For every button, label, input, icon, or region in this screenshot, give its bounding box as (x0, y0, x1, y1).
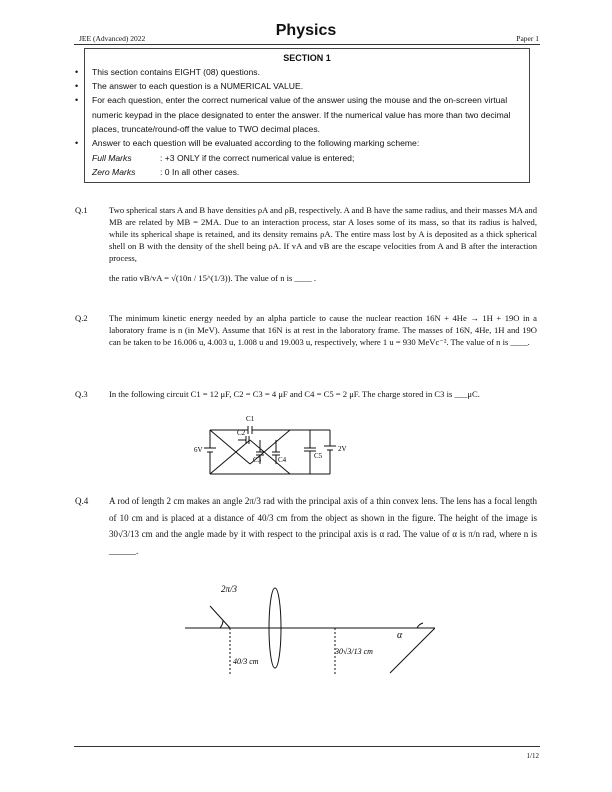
question-number: Q.1 (75, 205, 88, 215)
instruction-text: Answer to each question will be evaluated according to the following marking scheme: (92, 138, 420, 149)
label-c4: C4 (278, 456, 287, 464)
label-c5: C5 (314, 452, 323, 460)
label-c2: C2 (237, 429, 246, 437)
full-marks-label: Full Marks (92, 153, 132, 163)
paper-label: Paper 1 (516, 34, 539, 43)
question-number: Q.3 (75, 389, 88, 399)
label-c3: C3 (253, 456, 262, 464)
question-4 (75, 493, 537, 565)
instruction-text: For each question, enter the correct numerical value of the answer using the mouse and the on-screen virtual numeric keypad in the place designated to enter the answer. If the numerical value has more than two decimal places, truncate/round-off the value to TWO decimal places. (92, 95, 511, 134)
full-marks-value: : +3 ONLY if the correct numerical value is entered; (160, 153, 355, 163)
question-text: The minimum kinetic energy needed by an alpha particle to cause the nuclear reaction 16N + 4He → 1H + 19O in a laboratory frame is n (in MeV). Assume that 16N is at rest in the laboratory frame. The masses of 16N, 4He, 1H and 19O can be taken to be 16.006 u, 4.003 u, 1.008 u and 19.003 u, respectively, where 1 u = 930 MeVc⁻². The value of n is ____. (109, 313, 537, 347)
label-2v: 2V (338, 445, 347, 453)
label-c1: C1 (246, 415, 255, 423)
question-number: Q.4 (75, 496, 89, 506)
label-6v: 6V (194, 446, 203, 454)
instructions-list (75, 65, 522, 150)
instruction-item: • This section contains EIGHT (08) questions. (75, 67, 260, 77)
footer-divider (74, 746, 540, 747)
question-text: Two spherical stars A and B have densities ρA and ρB, respectively. A and B have the same radius, and their masses MA and MB are related by MB = 2MA. Due to an interaction process, star A loses some of its mass, so that its radius is halved, while its spherical shape is retained, and its density remains ρA. The entire mass lost by A is deposited as a thick spherical shell on B with the density of the shell being ρA. If vA and vB are the escape velocities from A and B after the interaction process, (109, 205, 537, 263)
instruction-text: The answer to each question is a NUMERICAL VALUE. (92, 81, 304, 92)
instruction-item: • The answer to each question is a NUMERICAL VALUE. (75, 81, 304, 92)
exam-name: JEE (Advanced) 2022 (79, 34, 146, 43)
zero-marks-value: : 0 In all other cases. (160, 167, 240, 177)
question-number: Q.2 (75, 313, 88, 323)
image-height: 30√3/13 cm (335, 647, 373, 656)
object-distance: 40/3 cm (233, 657, 259, 666)
instruction-text: This section contains EIGHT (08) questions. (92, 67, 260, 77)
instruction-item: • Answer to each question will be evaluated according to the following marking scheme: (75, 138, 420, 149)
header-divider (74, 44, 540, 45)
question-1 (75, 204, 537, 296)
section-title: SECTION 1 (283, 53, 331, 63)
question-ratio: the ratio vB/vA = √(10n / 15^(1/3)). The value of n is ____ . (109, 273, 317, 283)
alpha-label: α (397, 630, 403, 641)
question-text: In the following circuit C1 = 12 μF, C2 = C3 = 4 μF and C4 = C5 = 2 μF. The charge stored in C3 is ___μC. (109, 389, 480, 399)
rod-angle: 2π/3 (221, 584, 238, 594)
question-text: A rod of length 2 cm makes an angle 2π/3 rad with the principal axis of a thin convex lens. The lens has a focal length of 10 cm and is placed at a distance of 40/3 cm from the object as shown in the figure. The height of the image is 30√3/13 cm and the angle made by it with respect to the principal axis is α rad. The value of α is π/n rad, where n is ______. (109, 496, 537, 556)
lens-diagram (185, 578, 435, 678)
question-2 (75, 312, 537, 362)
instruction-item: • For each question, enter the correct numerical value of the answer using the mouse and the on-screen virtual numeric keypad in the place designated to enter the answer. If the numerical value has more than two decimal places, truncate/round-off the value to TWO decimal places. (75, 95, 511, 134)
zero-marks-label: Zero Marks (92, 167, 136, 177)
circuit-diagram (190, 410, 370, 488)
page-number: 1/12 (526, 752, 539, 760)
page-title: Physics (275, 22, 337, 39)
